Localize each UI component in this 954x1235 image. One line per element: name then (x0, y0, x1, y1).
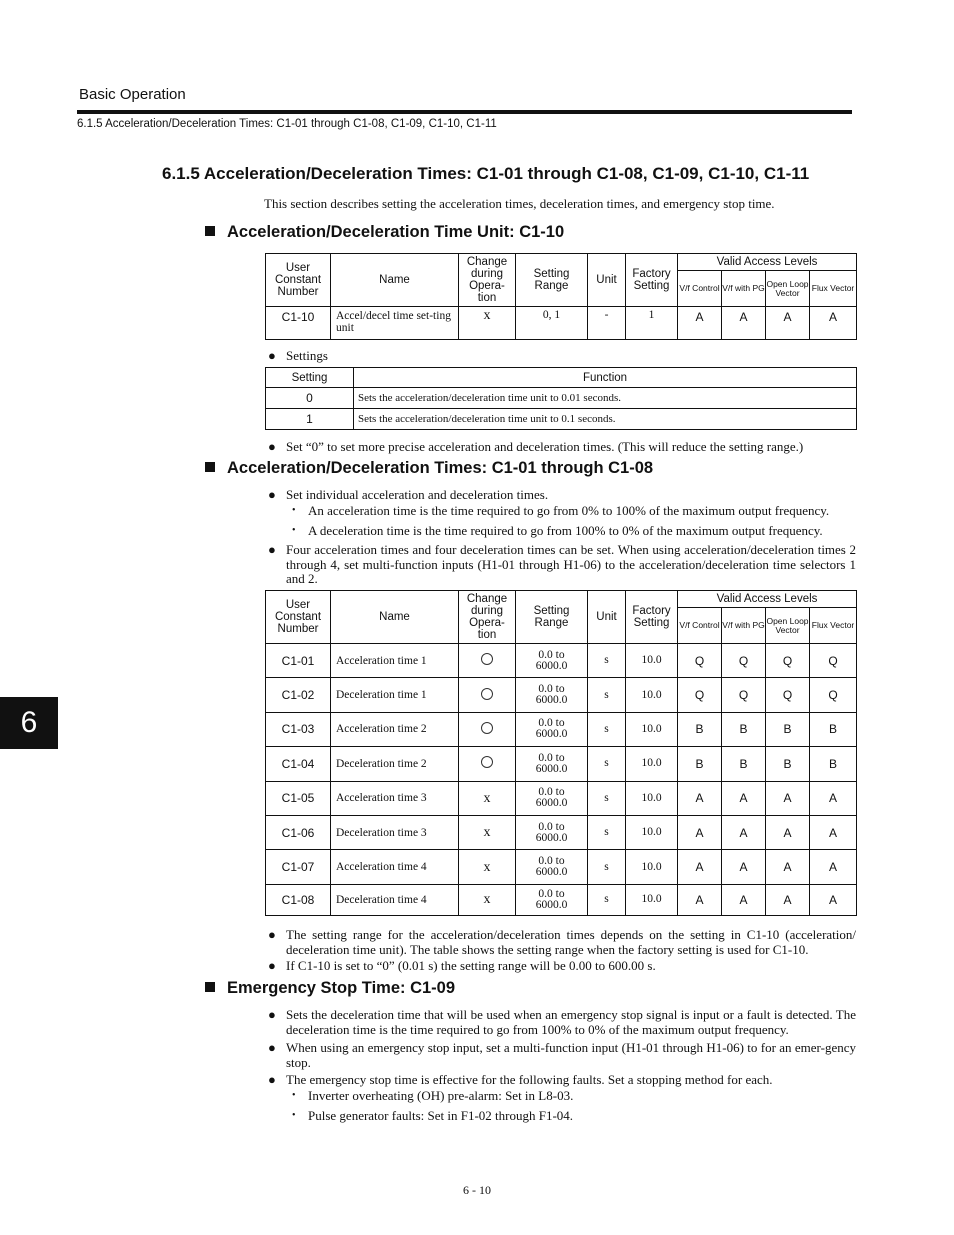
cell-change (459, 678, 516, 712)
cell-name: Acceleration time 2 (331, 712, 459, 746)
range-line-from: 0.0 to (538, 717, 565, 730)
c1-01-08-table (265, 590, 857, 916)
table-row (266, 712, 857, 746)
header-factory: Factory Setting (626, 591, 678, 644)
cell-level-olv: A (766, 307, 810, 340)
cell-level-vf: A (678, 781, 722, 815)
header-flux: Flux Vector (810, 271, 857, 307)
cell-level-vf: Q (678, 644, 722, 678)
header-olv: Open Loop Vector (766, 608, 810, 644)
cell-level-vfpg: A (722, 884, 766, 915)
header-vfpg: V/f with PG (722, 608, 766, 644)
cell-unit: s (588, 884, 626, 915)
bullet-four-times (268, 542, 856, 587)
cell-level-flux: A (810, 850, 857, 884)
header-setting: Setting (266, 368, 354, 388)
sub-bullet-pulse-generator (292, 1108, 858, 1124)
cell-function: Sets the acceleration/deceleration time unit to 0.1 seconds. (354, 409, 857, 430)
cell-level-flux: B (810, 747, 857, 781)
sub-bullet-dot-icon: • (292, 1110, 296, 1121)
range-line-from: 0.0 to (538, 855, 565, 868)
table-row (266, 815, 857, 849)
cell-factory: 10.0 (626, 884, 678, 915)
heading-time-unit (205, 223, 564, 242)
sub-bullet-accel (292, 503, 858, 519)
cell-range (516, 644, 588, 678)
header-change: Change during Opera- tion (459, 591, 516, 644)
cell-change (459, 712, 516, 746)
sub-header: 6.1.5 Acceleration/Deceleration Times: C1-01 through C1-08, C1-09, C1-10, C1-11 (77, 118, 497, 130)
cell-unit: s (588, 747, 626, 781)
circle-icon (481, 688, 493, 700)
sub-bullet-decel (292, 523, 858, 539)
cell-change (459, 644, 516, 678)
table-row (266, 307, 857, 340)
bullet-text: Four acceleration times and four deceleration times can be set. When using acceleration/deceleration times 2 through 4, set multi-function inputs (H1-01 through H1-06) to the acceleration/deceleration time selectors 1 and 2. (286, 542, 856, 586)
bullet-dot-icon: ● (268, 1007, 276, 1022)
table-row (266, 678, 857, 712)
cell-level-vfpg: A (722, 781, 766, 815)
range-line-to: 6000.0 (535, 762, 568, 775)
settings-label: Settings (286, 348, 328, 363)
table-row (266, 388, 857, 409)
range-line-from: 0.0 to (538, 683, 565, 696)
chapter-side-tab: 6 (0, 697, 58, 749)
cell-level-vfpg: Q (722, 678, 766, 712)
sub-bullet-dot-icon: • (292, 525, 296, 536)
cell-code: C1-08 (266, 884, 331, 915)
note-c1-10-zero (268, 958, 856, 974)
cell-level-vf: A (678, 850, 722, 884)
cell-code: C1-05 (266, 781, 331, 815)
bullet-emergency-input (268, 1040, 856, 1070)
bullet-dot-icon: ● (268, 958, 276, 973)
cell-level-vfpg: A (722, 850, 766, 884)
bullet-text: Set individual acceleration and deceleration times. (286, 487, 549, 502)
cell-change: x (459, 781, 516, 815)
bullet-dot-icon: ● (268, 348, 276, 363)
cell-factory: 10.0 (626, 712, 678, 746)
cell-level-vf: A (678, 815, 722, 849)
header-function: Function (354, 368, 857, 388)
cell-name: Accel/decel time set-ting unit (331, 307, 459, 340)
cell-code: C1-02 (266, 678, 331, 712)
bullet-text: If C1-10 is set to “0” (0.01 s) the setting range will be 0.00 to 600.00 s. (286, 958, 656, 973)
cell-name: Deceleration time 3 (331, 815, 459, 849)
cell-code: C1-10 (266, 307, 331, 340)
settings-bullet (268, 348, 328, 364)
cell-level-vfpg: Q (722, 644, 766, 678)
cell-level-flux: Q (810, 678, 857, 712)
header-name: Name (331, 591, 459, 644)
header-vfpg: V/f with PG (722, 271, 766, 307)
cell-code: C1-07 (266, 850, 331, 884)
cell-level-flux: A (810, 815, 857, 849)
header-range: Setting Range (516, 254, 588, 307)
cell-level-olv: B (766, 747, 810, 781)
sub-bullet-dot-icon: • (292, 505, 296, 516)
cell-change: x (459, 307, 516, 340)
cell-name: Deceleration time 2 (331, 747, 459, 781)
range-line-to: 6000.0 (535, 797, 568, 810)
sub-bullet-dot-icon: • (292, 1090, 296, 1101)
sub-bullet-overheating (292, 1088, 858, 1104)
range-line-from: 0.0 to (538, 887, 565, 900)
header-change: Change during Opera- tion (459, 254, 516, 307)
cell-range (516, 747, 588, 781)
note-setting-range (268, 927, 856, 957)
bullet-text: A deceleration time is the time required to go from 100% to 0% of the maximum output frequency. (308, 523, 823, 538)
cell-range (516, 781, 588, 815)
cell-level-vfpg: A (722, 815, 766, 849)
settings-table (265, 367, 857, 430)
cell-change: x (459, 884, 516, 915)
bullet-dot-icon: ● (268, 1040, 276, 1055)
circle-icon (481, 722, 493, 734)
bullet-dot-icon: ● (268, 1072, 276, 1087)
bullet-dot-icon: ● (268, 439, 276, 454)
cell-level-flux: B (810, 712, 857, 746)
cell-level-vf: A (678, 884, 722, 915)
cell-factory: 1 (626, 307, 678, 340)
range-line-to: 6000.0 (535, 866, 568, 879)
cell-unit: s (588, 678, 626, 712)
square-bullet-icon (205, 226, 215, 236)
cell-level-vf: B (678, 747, 722, 781)
cell-level-flux: A (810, 884, 857, 915)
cell-factory: 10.0 (626, 781, 678, 815)
heading-accel-decel-times (205, 459, 653, 478)
heading-text: Emergency Stop Time: C1-09 (227, 979, 456, 997)
cell-code: C1-03 (266, 712, 331, 746)
bullet-text: Inverter overheating (OH) pre-alarm: Set in L8-03. (308, 1088, 574, 1103)
cell-level-olv: Q (766, 644, 810, 678)
cell-level-vfpg: B (722, 747, 766, 781)
heading-emergency-stop (205, 979, 455, 998)
range-line-to: 6000.0 (535, 694, 568, 707)
circle-icon (481, 756, 493, 768)
table-row (266, 781, 857, 815)
table-row (266, 409, 857, 430)
header-olv: Open Loop Vector (766, 271, 810, 307)
header-flux: Flux Vector (810, 608, 857, 644)
header-valid-levels: Valid Access Levels (678, 591, 857, 608)
header-user-constant: User Constant Number (266, 591, 331, 644)
bullet-text: When using an emergency stop input, set a multi-function input (H1-01 through H1-06) to for an emer-gency stop. (286, 1040, 856, 1070)
header-valid-levels: Valid Access Levels (678, 254, 857, 271)
bullet-set-times (268, 487, 856, 503)
header-rule (77, 110, 852, 114)
cell-setting: 0 (266, 388, 354, 409)
cell-level-vfpg: A (722, 307, 766, 340)
bullet-dot-icon: ● (268, 927, 276, 942)
cell-setting: 1 (266, 409, 354, 430)
cell-factory: 10.0 (626, 678, 678, 712)
cell-level-olv: Q (766, 678, 810, 712)
cell-range: 0, 1 (516, 307, 588, 340)
heading-text: Acceleration/Deceleration Time Unit: C1-10 (227, 223, 565, 241)
bullet-faults (268, 1072, 856, 1088)
range-line-to: 6000.0 (535, 898, 568, 911)
cell-name: Acceleration time 4 (331, 850, 459, 884)
cell-level-vf: B (678, 712, 722, 746)
cell-factory: 10.0 (626, 815, 678, 849)
cell-range (516, 712, 588, 746)
cell-level-vf: Q (678, 678, 722, 712)
bullet-text: The setting range for the acceleration/deceleration times depends on the setting in C1-10 (acceleration/ deceleration time unit). The table shows the setting range when the factory setting is used for C1-10. (286, 927, 856, 957)
cell-unit: s (588, 850, 626, 884)
table-row (266, 747, 857, 781)
cell-level-olv: A (766, 850, 810, 884)
bullet-text: An acceleration time is the time required to go from 0% to 100% of the maximum output frequency. (308, 503, 830, 518)
cell-name: Deceleration time 1 (331, 678, 459, 712)
cell-level-olv: B (766, 712, 810, 746)
cell-range (516, 815, 588, 849)
table-row (266, 884, 857, 915)
cell-level-olv: A (766, 884, 810, 915)
cell-factory: 10.0 (626, 644, 678, 678)
header-unit: Unit (588, 254, 626, 307)
square-bullet-icon (205, 462, 215, 472)
bullet-text: The emergency stop time is effective for the following faults. Set a stopping method for each. (286, 1072, 773, 1087)
range-line-from: 0.0 to (538, 751, 565, 764)
range-line-to: 6000.0 (535, 659, 568, 672)
cell-range (516, 678, 588, 712)
cell-name: Acceleration time 3 (331, 781, 459, 815)
bullet-text: Pulse generator faults: Set in F1-02 through F1-04. (308, 1108, 574, 1123)
header-vf: V/f Control (678, 608, 722, 644)
cell-level-vfpg: B (722, 712, 766, 746)
cell-level-vf: A (678, 307, 722, 340)
bullet-text: Sets the deceleration time that will be used when an emergency stop signal is input or a fault is detected. The deceleration time is the time required to go from 100% to 0% of the maximum output frequency. (286, 1007, 856, 1037)
cell-name: Acceleration time 1 (331, 644, 459, 678)
cell-unit: s (588, 712, 626, 746)
cell-level-flux: Q (810, 644, 857, 678)
cell-change: x (459, 850, 516, 884)
header-vf: V/f Control (678, 271, 722, 307)
cell-level-olv: A (766, 781, 810, 815)
cell-name: Deceleration time 4 (331, 884, 459, 915)
cell-unit: s (588, 781, 626, 815)
cell-code: C1-06 (266, 815, 331, 849)
range-line-to: 6000.0 (535, 728, 568, 741)
running-header: Basic Operation (79, 86, 186, 103)
c1-10-table (265, 253, 857, 340)
bullet-dot-icon: ● (268, 487, 276, 502)
table-row (266, 644, 857, 678)
range-line-from: 0.0 to (538, 786, 565, 799)
range-line-to: 6000.0 (535, 831, 568, 844)
cell-level-olv: A (766, 815, 810, 849)
cell-level-flux: A (810, 781, 857, 815)
section-title: 6.1.5 Acceleration/Deceleration Times: C1-01 through C1-08, C1-09, C1-10, C1-11 (162, 164, 810, 183)
header-range: Setting Range (516, 591, 588, 644)
cell-range (516, 850, 588, 884)
cell-code: C1-01 (266, 644, 331, 678)
cell-unit: s (588, 815, 626, 849)
note-text: Set “0” to set more precise acceleration and deceleration times. (This will reduce the setting range.) (286, 439, 804, 454)
cell-range (516, 884, 588, 915)
cell-unit: - (588, 307, 626, 340)
note-bullet (268, 439, 856, 455)
header-factory: Factory Setting (626, 254, 678, 307)
page-number: 6 - 10 (463, 1183, 491, 1197)
cell-change: x (459, 815, 516, 849)
cell-level-flux: A (810, 307, 857, 340)
bullet-decel-time (268, 1007, 856, 1037)
cell-change (459, 747, 516, 781)
bullet-dot-icon: ● (268, 542, 276, 557)
intro-paragraph: This section describes setting the acceleration times, deceleration times, and emergency stop time. (264, 196, 775, 211)
range-line-from: 0.0 to (538, 648, 565, 661)
header-name: Name (331, 254, 459, 307)
heading-text: Acceleration/Deceleration Times: C1-01 through C1-08 (227, 459, 654, 477)
cell-unit: s (588, 644, 626, 678)
header-unit: Unit (588, 591, 626, 644)
cell-factory: 10.0 (626, 747, 678, 781)
header-user-constant: User Constant Number (266, 254, 331, 307)
cell-function: Sets the acceleration/deceleration time unit to 0.01 seconds. (354, 388, 857, 409)
range-line-from: 0.0 to (538, 820, 565, 833)
square-bullet-icon (205, 982, 215, 992)
cell-factory: 10.0 (626, 850, 678, 884)
cell-code: C1-04 (266, 747, 331, 781)
circle-icon (481, 653, 493, 665)
table-row (266, 850, 857, 884)
